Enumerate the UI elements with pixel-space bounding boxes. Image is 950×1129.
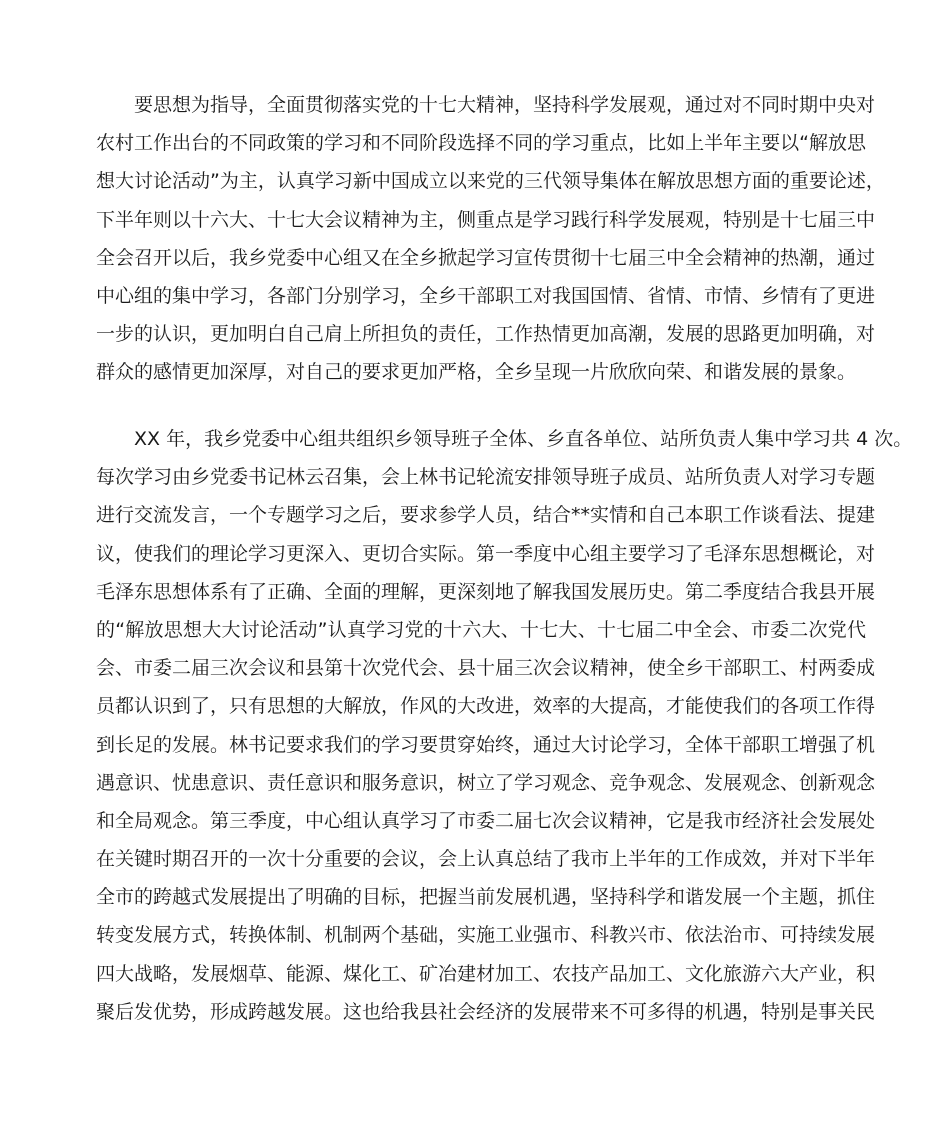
text-line: XX 年，我乡党委中心组共组织乡领导班子全体、乡直各单位、站所负责人集中学习共 4 次。 bbox=[134, 428, 913, 450]
text-line: 想大讨论活动”为主，认真学习新中国成立以来党的三代领导集体在解放思想方面的重要论述， bbox=[96, 170, 885, 193]
text-line: 农村工作出台的不同政策的学习和不同阶段选择不同的学习重点，比如上半年主要以“解放思 bbox=[96, 132, 866, 155]
text-line: 聚后发优势，形成跨越发展。这也给我县社会经济的发展带来不可多得的机遇，特别是事关民 bbox=[96, 1000, 876, 1023]
text-line: 的“解放思想大大讨论活动”认真学习党的十六大、十七大、十七届二中全会、市委二次党代 bbox=[96, 618, 866, 641]
text-line: 群众的感情更加深厚，对自己的要求更加严格，全乡呈现一片欣欣向荣、和谐发展的景象。 bbox=[96, 361, 857, 384]
text-line: 和全局观念。第三季度，中心组认真学习了市委二届七次会议精神，它是我市经济社会发展处 bbox=[96, 809, 876, 832]
text-line: 一步的认识，更加明白自己肩上所担负的责任，工作热情更加高潮，发展的思路更加明确，对 bbox=[96, 323, 876, 346]
text-line: 每次学习由乡党委书记林云召集，会上林书记轮流安排领导班子成员、站所负责人对学习专题 bbox=[96, 466, 876, 489]
text-line: 全会召开以后，我乡党委中心组又在全乡掀起学习宣传贯彻十七届三中全会精神的热潮，通过 bbox=[96, 246, 876, 269]
paragraph-1 bbox=[96, 86, 885, 392]
text-line: 在关键时期召开的一次十分重要的会议，会上认真总结了我市上半年的工作成效，并对下半年 bbox=[96, 848, 876, 871]
text-line: 转变发展方式，转换体制、机制两个基础，实施工业强市、科教兴市、依法治市、可持续发展 bbox=[96, 924, 876, 947]
text-line: 下半年则以十六大、十七大会议精神为主，侧重点是学习践行科学发展观，特别是十七届三中 bbox=[96, 208, 876, 231]
text-line: 遇意识、忧患意识、责任意识和服务意识，树立了学习观念、竞争观念、发展观念、创新观念 bbox=[96, 771, 876, 794]
text-line: 议，使我们的理论学习更深入、更切合实际。第一季度中心组主要学习了毛泽东思想概论，对 bbox=[96, 542, 876, 565]
text-line: 全市的跨越式发展提出了明确的目标，把握当前发展机遇，坚持科学和谐发展一个主题，抓住 bbox=[96, 886, 876, 909]
paragraph-2 bbox=[96, 420, 913, 1031]
text-line: 会、市委二届三次会议和县第十次党代会、县十届三次会议精神，使全乡干部职工、村两委成 bbox=[96, 657, 876, 680]
text-line: 要思想为指导，全面贯彻落实党的十七大精神，坚持科学发展观，通过对不同时期中央对 bbox=[134, 94, 876, 116]
text-line: 员都认识到了，只有思想的大解放，作风的大改进，效率的大提高，才能使我们的各项工作得 bbox=[96, 695, 876, 718]
text-line: 到长足的发展。林书记要求我们的学习要贯穿始终，通过大讨论学习，全体干部职工增强了机 bbox=[96, 733, 876, 756]
text-line: 进行交流发言，一个专题学习之后，要求参学人员，结合**实情和自己本职工作谈看法、提建 bbox=[96, 504, 876, 527]
text-line: 四大战略，发展烟草、能源、煤化工、矿冶建材加工、农技产品加工、文化旅游六大产业，积 bbox=[96, 962, 876, 985]
text-line: 毛泽东思想体系有了正确、全面的理解，更深刻地了解我国发展历史。第二季度结合我县开展 bbox=[96, 580, 876, 603]
text-line: 中心组的集中学习，各部门分别学习，全乡干部职工对我国国情、省情、市情、乡情有了更进 bbox=[96, 284, 876, 307]
